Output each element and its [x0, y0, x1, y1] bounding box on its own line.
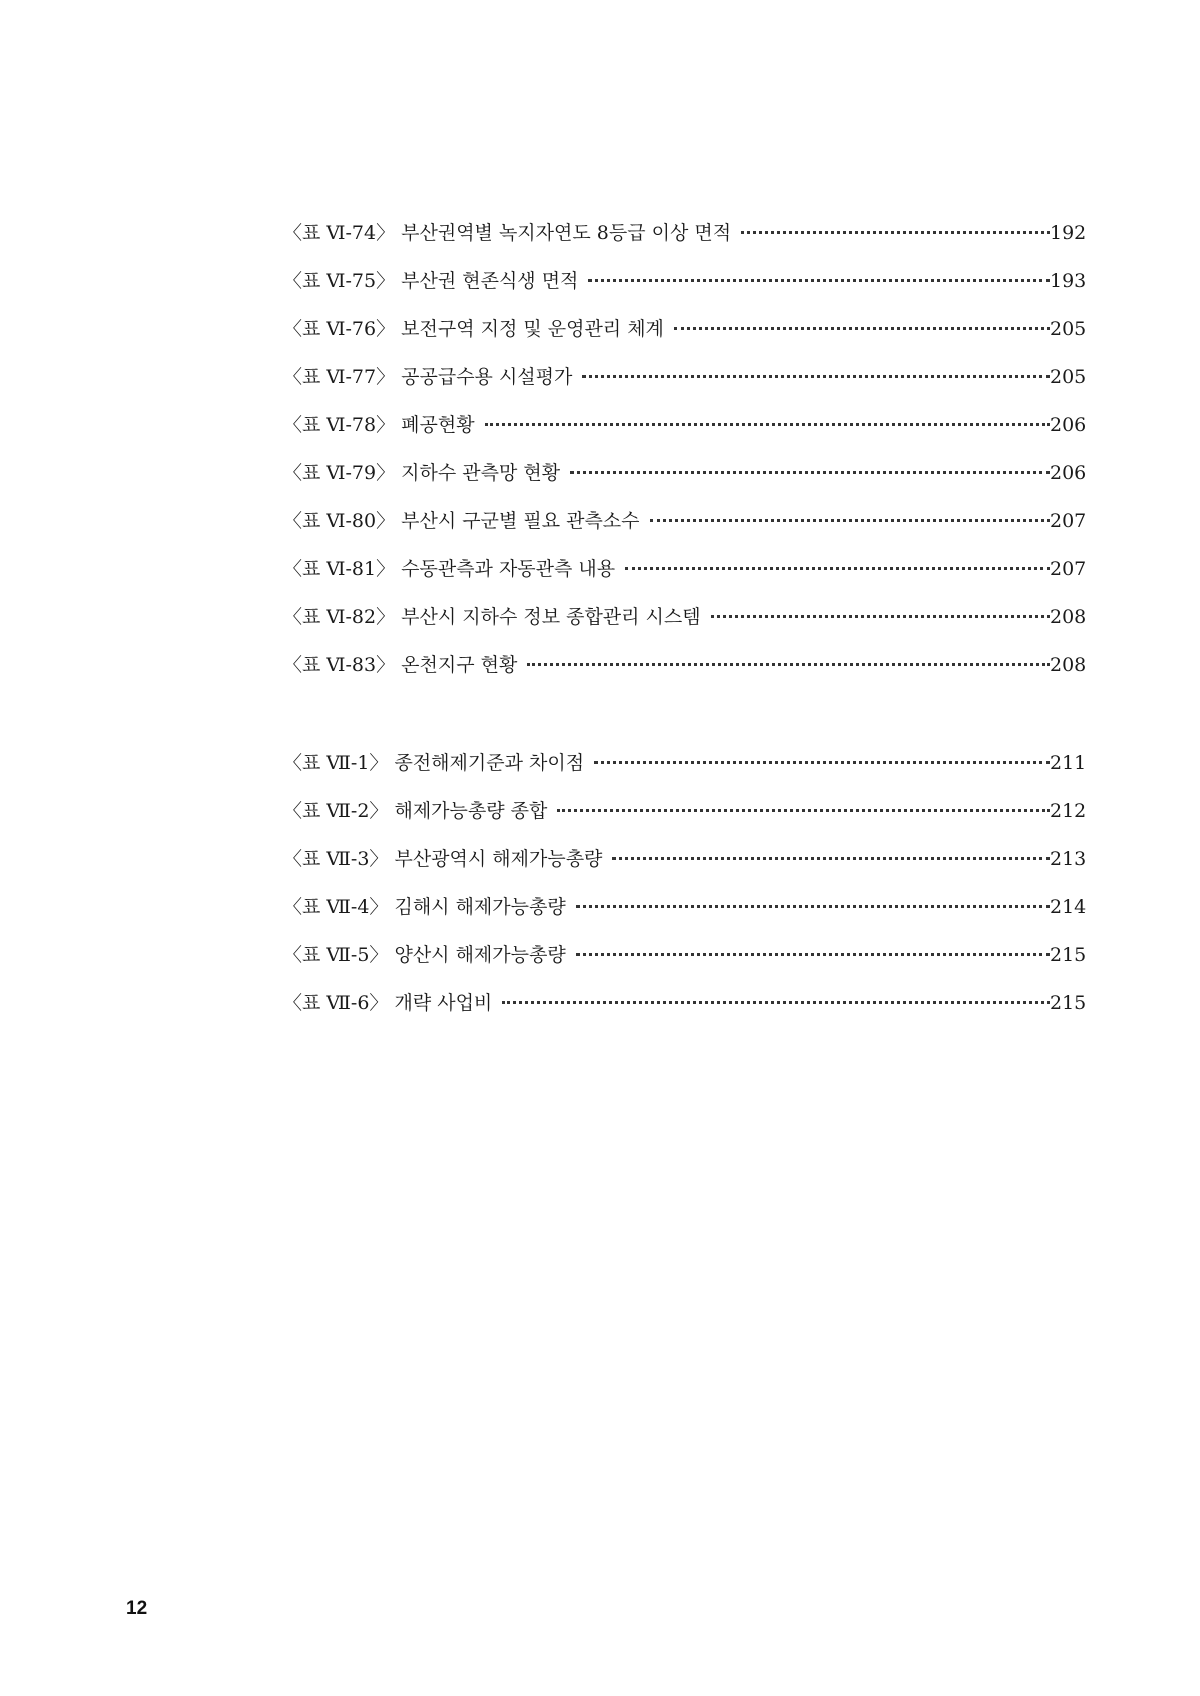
toc-entry-page: 208: [1050, 606, 1087, 628]
toc-entry[interactable]: [283, 940, 1087, 988]
toc-entry-page: 215: [1050, 944, 1087, 966]
toc-list-section-6: [283, 218, 1087, 698]
toc-entry-title: 〈표 Ⅵ-81〉 수동관측과 자동관측 내용: [283, 558, 616, 580]
toc-dot-leader: [674, 327, 1050, 330]
toc-entry[interactable]: [283, 314, 1087, 362]
toc-entry-title: 〈표 Ⅵ-75〉 부산권 현존식생 면적: [283, 270, 579, 292]
toc-entry[interactable]: [283, 554, 1087, 602]
toc-entry[interactable]: [283, 748, 1087, 796]
toc-entry-title: 〈표 Ⅶ-5〉 양산시 해제가능총량: [283, 944, 566, 966]
toc-entry-page: 205: [1050, 366, 1087, 388]
toc-entry-title: 〈표 Ⅵ-79〉 지하수 관측망 현황: [283, 462, 561, 484]
toc-dot-leader: [711, 615, 1050, 618]
toc-entry[interactable]: [283, 650, 1087, 698]
toc-entry-title: 〈표 Ⅶ-6〉 개략 사업비: [283, 992, 493, 1014]
toc-entry[interactable]: [283, 218, 1087, 266]
toc-dot-leader: [588, 279, 1050, 282]
toc-entry-title: 〈표 Ⅶ-4〉 김해시 해제가능총량: [283, 896, 566, 918]
toc-dot-leader: [741, 231, 1050, 234]
toc-entry[interactable]: [283, 602, 1087, 650]
toc-dot-leader: [576, 953, 1050, 956]
toc-entry-page: 207: [1050, 510, 1087, 532]
toc-entry-page: 208: [1050, 654, 1087, 676]
toc-dot-leader: [570, 471, 1050, 474]
toc-entry-page: 211: [1050, 752, 1087, 774]
toc-entry[interactable]: [283, 844, 1087, 892]
toc-dot-leader: [502, 1001, 1050, 1004]
toc-entry-title: 〈표 Ⅶ-2〉 해제가능총량 종합: [283, 800, 548, 822]
toc-entry[interactable]: [283, 458, 1087, 506]
toc-dot-leader: [594, 761, 1050, 764]
toc-entry[interactable]: [283, 410, 1087, 458]
toc-entry-page: 207: [1050, 558, 1087, 580]
toc-entry-title: 〈표 Ⅶ-3〉 부산광역시 해제가능총량: [283, 848, 603, 870]
toc-dot-leader: [527, 663, 1050, 666]
toc-entry[interactable]: [283, 362, 1087, 410]
toc-entry-page: 205: [1050, 318, 1087, 340]
toc-entry-page: 193: [1050, 270, 1087, 292]
toc-entry-title: 〈표 Ⅵ-74〉 부산권역별 녹지자연도 8등급 이상 면적: [283, 222, 732, 244]
toc-entry[interactable]: [283, 988, 1087, 1036]
toc-entry-page: 215: [1050, 992, 1087, 1014]
toc-entry-title: 〈표 Ⅵ-78〉 폐공현황: [283, 414, 475, 436]
toc-entry-page: 192: [1050, 222, 1087, 244]
toc-entry[interactable]: [283, 506, 1087, 554]
toc-dot-leader: [650, 519, 1050, 522]
toc-dot-leader: [612, 857, 1050, 860]
toc-entry-title: 〈표 Ⅵ-77〉 공공급수용 시설평가: [283, 366, 573, 388]
toc-dot-leader: [576, 905, 1050, 908]
page-number: 12: [126, 1598, 148, 1619]
toc-entry-title: 〈표 Ⅶ-1〉 종전해제기준과 차이점: [283, 752, 585, 774]
toc-dot-leader: [625, 567, 1050, 570]
toc-dot-leader: [557, 809, 1050, 812]
toc-dot-leader: [485, 423, 1050, 426]
toc-dot-leader: [582, 375, 1050, 378]
toc-entry-title: 〈표 Ⅵ-83〉 온천지구 현황: [283, 654, 518, 676]
toc-list-section-7: [283, 748, 1087, 1036]
toc-entry-page: 206: [1050, 462, 1087, 484]
toc-entry[interactable]: [283, 266, 1087, 314]
toc-entry-page: 213: [1050, 848, 1087, 870]
toc-entry[interactable]: [283, 892, 1087, 940]
toc-entry-title: 〈표 Ⅵ-82〉 부산시 지하수 정보 종합관리 시스템: [283, 606, 701, 628]
toc-entry-page: 212: [1050, 800, 1087, 822]
toc-entry-page: 206: [1050, 414, 1087, 436]
toc-entry-title: 〈표 Ⅵ-76〉 보전구역 지정 및 운영관리 체계: [283, 318, 664, 340]
toc-entry[interactable]: [283, 796, 1087, 844]
toc-entry-title: 〈표 Ⅵ-80〉 부산시 구군별 필요 관측소수: [283, 510, 640, 532]
toc-entry-page: 214: [1050, 896, 1087, 918]
